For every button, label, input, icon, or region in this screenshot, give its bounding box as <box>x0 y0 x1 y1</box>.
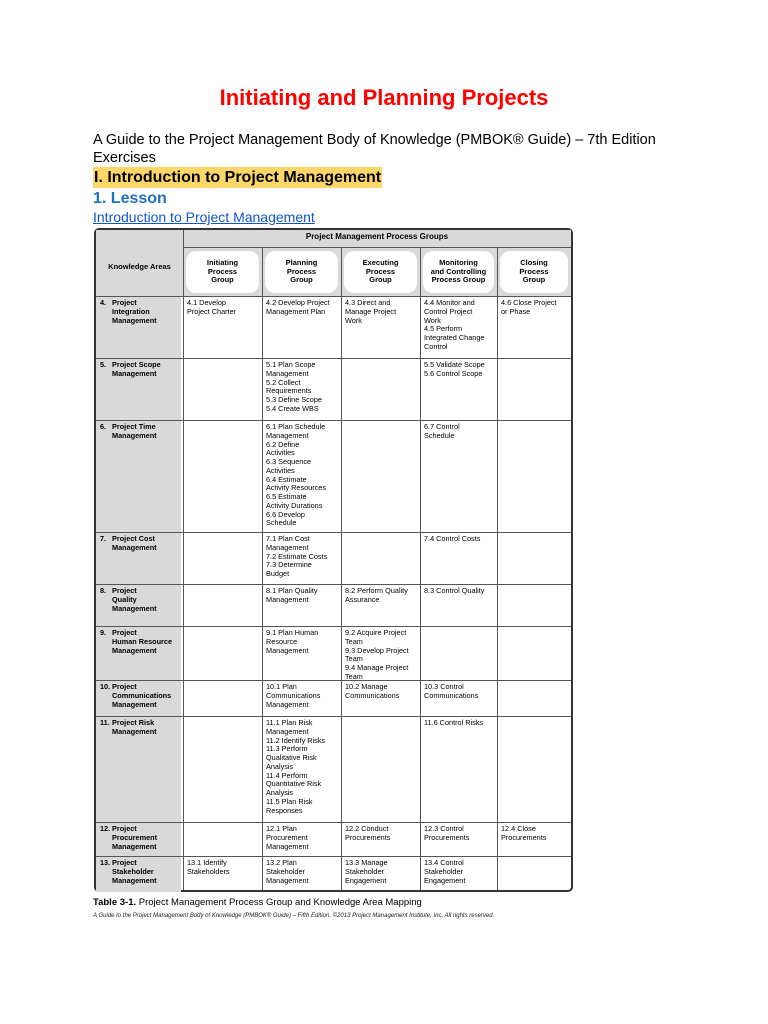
row-divider <box>96 358 571 359</box>
knowledge-area-8 <box>100 587 179 613</box>
process-group-header-3: Executing Process Group <box>344 251 417 293</box>
lesson-heading: 1. Lesson <box>93 190 167 207</box>
process-cell: 13.1 Identify Stakeholders <box>187 859 230 876</box>
knowledge-area-number: 10. <box>100 682 111 691</box>
process-cell: 13.4 Control Stakeholder Engagement <box>424 859 466 885</box>
process-cell: 8.2 Perform Quality Assurance <box>345 587 408 604</box>
row-divider <box>96 420 571 421</box>
knowledge-area-name: Project Scope <box>112 360 161 369</box>
knowledge-area-12 <box>100 825 179 851</box>
knowledge-area-7 <box>100 535 179 553</box>
process-cell: 5.5 Validate Scope 5.6 Control Scope <box>424 361 485 378</box>
process-cell: 10.1 Plan Communications Management <box>266 683 321 709</box>
process-cell: 12.1 Plan Procurement Management <box>266 825 309 851</box>
knowledge-area-name: Project <box>112 858 137 867</box>
column-divider <box>183 230 184 890</box>
knowledge-area-name: Project <box>112 824 137 833</box>
knowledge-area-number: 13. <box>100 858 111 867</box>
knowledge-area-number: 5. <box>100 360 107 369</box>
knowledge-area-line: Management <box>112 315 157 325</box>
row-divider <box>96 822 571 823</box>
knowledge-area-name: Project Risk <box>112 718 155 727</box>
knowledge-area-name: Project Cost <box>112 534 155 543</box>
knowledge-area-10 <box>100 683 179 709</box>
knowledge-area-line: Management <box>112 430 157 440</box>
process-cell: 4.3 Direct and Manage Project Work <box>345 299 397 325</box>
process-cell: 6.7 Control Schedule <box>424 423 460 440</box>
caption-text: Project Management Process Group and Knowledge Area Mapping <box>136 897 422 908</box>
process-cell: 7.4 Control Costs <box>424 535 481 543</box>
process-cell: 8.3 Control Quality <box>424 587 485 595</box>
knowledge-area-name: Project <box>112 586 137 595</box>
knowledge-area-number: 12. <box>100 824 111 833</box>
knowledge-area-line: Quality <box>112 594 137 604</box>
process-cell: 10.2 Manage Communications <box>345 683 400 700</box>
process-cell: 5.1 Plan Scope Management 5.2 Collect Requirements 5.3 Define Scope 5.4 Create WBS <box>266 361 322 413</box>
knowledge-area-line: Stakeholder <box>112 866 154 876</box>
knowledge-area-line: Management <box>112 542 157 552</box>
knowledge-area-4 <box>100 299 179 325</box>
knowledge-areas-header: Knowledge Areas <box>108 262 171 271</box>
column-divider <box>420 247 421 890</box>
table-caption <box>93 897 422 908</box>
process-cell: 10.3 Control Communications <box>424 683 479 700</box>
knowledge-area-number: 8. <box>100 586 107 595</box>
knowledge-area-name: Project <box>112 682 137 691</box>
knowledge-area-5 <box>100 361 179 379</box>
row-divider <box>96 532 571 533</box>
lesson-link[interactable]: Introduction to Project Management <box>93 209 315 225</box>
knowledge-area-name: Project Time <box>112 422 156 431</box>
knowledge-area-line: Integration <box>112 306 150 316</box>
process-cell: 4.2 Develop Project Management Plan <box>266 299 330 316</box>
knowledge-area-9 <box>100 629 179 655</box>
process-group-header-4: Monitoring and Controlling Process Group <box>423 251 494 293</box>
process-cell: 4.4 Monitor and Control Project Work 4.5 Perform Integrated Change Control <box>424 299 485 351</box>
knowledge-area-line: Management <box>112 603 157 613</box>
knowledge-area-number: 4. <box>100 298 107 307</box>
row-divider <box>96 680 571 681</box>
process-cell: 11.6 Control Risks <box>424 719 484 727</box>
process-cell: 11.1 Plan Risk Management 11.2 Identify Risks 11.3 Perform Qualitative Risk Analysis 11.4 Perform Quantitative Risk Analysis 11.5 Plan Risk Responses <box>266 719 326 815</box>
process-cell: 9.2 Acquire Project Team 9.3 Develop Project Team 9.4 Manage Project Team <box>345 629 409 681</box>
row-divider <box>96 296 571 297</box>
process-cell: 4.1 Develop Project Charter <box>187 299 237 316</box>
knowledge-area-line: Procurement <box>112 832 158 842</box>
knowledge-area-line: Human Resource <box>112 636 173 646</box>
process-cell: 12.2 Conduct Procurements <box>345 825 391 842</box>
knowledge-area-name: Project <box>112 298 137 307</box>
column-divider <box>262 247 263 890</box>
row-divider <box>96 626 571 627</box>
process-group-header-5: Closing Process Group <box>500 251 568 293</box>
process-cell: 8.1 Plan Quality Management <box>266 587 318 604</box>
process-group-header-1: Initiating Process Group <box>186 251 259 293</box>
knowledge-area-11 <box>100 719 179 737</box>
knowledge-area-line: Management <box>112 875 157 885</box>
knowledge-area-number: 7. <box>100 534 107 543</box>
column-divider <box>497 247 498 890</box>
process-cell: 6.1 Plan Schedule Management 6.2 Define Activities 6.3 Sequence Activities 6.4 Estimate Activity Resources 6.5 Estimate Activity Durations 6.6 Develop Schedule <box>266 423 327 528</box>
knowledge-area-number: 6. <box>100 422 107 431</box>
process-cell: 12.4 Close Procurements <box>501 825 547 842</box>
row-divider <box>96 856 571 857</box>
knowledge-area-6 <box>100 423 179 441</box>
process-cell: 13.2 Plan Stakeholder Management <box>266 859 309 885</box>
page-title: Initiating and Planning Projects <box>219 85 549 110</box>
caption-label: Table 3-1. <box>93 897 137 908</box>
column-divider <box>341 247 342 890</box>
knowledge-area-number: 11. <box>100 718 110 727</box>
knowledge-area-name: Project <box>112 628 137 637</box>
process-groups-header: Project Management Process Groups <box>305 232 449 241</box>
process-group-header-2: Planning Process Group <box>265 251 338 293</box>
process-cell: 9.1 Plan Human Resource Management <box>266 629 319 655</box>
group-header-divider <box>183 247 571 248</box>
process-group-mapping-table <box>94 228 573 892</box>
process-cell: 4.6 Close Project or Phase <box>501 299 557 316</box>
process-cell: 12.3 Control Procurements <box>424 825 470 842</box>
process-cell: 7.1 Plan Cost Management 7.2 Estimate Costs 7.3 Determine Budget <box>266 535 328 578</box>
copyright-notice: A Guide to the Project Management Body of Knowledge (PMBOK® Guide) – Fifth Edition. ©2013 Project Management Institute, Inc. All rights reserved. <box>93 913 495 919</box>
row-divider <box>96 716 571 717</box>
knowledge-area-line: Management <box>112 645 157 655</box>
knowledge-area-number: 9. <box>100 628 107 637</box>
knowledge-area-line: Management <box>112 841 157 851</box>
row-divider <box>96 584 571 585</box>
knowledge-area-line: Management <box>112 726 157 736</box>
knowledge-area-line: Management <box>112 368 157 378</box>
knowledge-area-13 <box>100 859 179 885</box>
section-heading: I. Introduction to Project Management <box>94 169 382 186</box>
knowledge-area-line: Management <box>112 699 157 709</box>
process-cell: 13.3 Manage Stakeholder Engagement <box>345 859 388 885</box>
knowledge-area-line: Communications <box>112 690 172 700</box>
guide-description: A Guide to the Project Management Body of Knowledge (PMBOK® Guide) – 7th Edition Exercises <box>93 132 656 166</box>
